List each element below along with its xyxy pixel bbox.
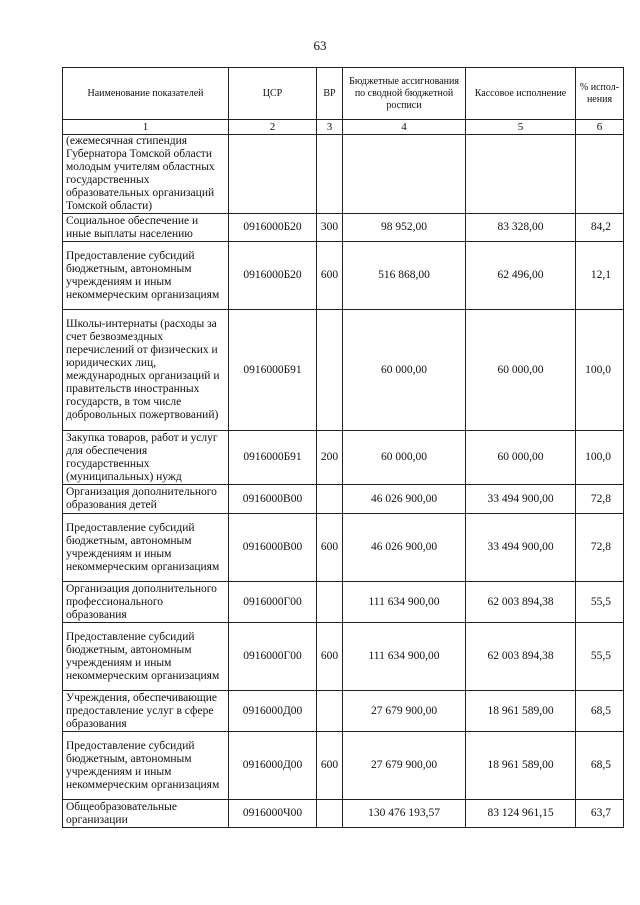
row-name: Учреждения, обеспечивающие предоставление услуг в сфере образования [63, 691, 229, 732]
header-budget: Бюджетные ассигнования по сводной бюджетной росписи [343, 68, 466, 120]
budget-execution-table [62, 67, 624, 828]
row-vr: 200 [317, 431, 343, 485]
row-vr: 600 [317, 732, 343, 800]
row-pct: 100,0 [576, 310, 624, 431]
row-vr [317, 691, 343, 732]
header-csr: ЦСР [229, 68, 317, 120]
table-row [63, 732, 624, 800]
row-name: Организация дополнительного образования детей [63, 485, 229, 514]
row-cash: 83 124 961,15 [466, 800, 576, 828]
row-budget: 98 952,00 [343, 214, 466, 242]
column-number: 2 [229, 120, 317, 135]
row-vr [317, 310, 343, 431]
row-vr [317, 135, 343, 214]
row-cash: 33 494 900,00 [466, 514, 576, 582]
row-cash: 62 496,00 [466, 242, 576, 310]
row-budget: 60 000,00 [343, 431, 466, 485]
row-cash [466, 135, 576, 214]
row-vr: 600 [317, 623, 343, 691]
row-name: (ежемесячная стипендия Губернатора Томской области молодым учителям областных государственных образовательных организаций Томской области) [63, 135, 229, 214]
column-number: 5 [466, 120, 576, 135]
row-cash: 83 328,00 [466, 214, 576, 242]
row-name: Общеобразовательные организации [63, 800, 229, 828]
header-name: Наименование показателей [63, 68, 229, 120]
row-csr: 0916000Д00 [229, 691, 317, 732]
header-row [63, 68, 624, 120]
row-csr [229, 135, 317, 214]
row-csr: 0916000Б20 [229, 242, 317, 310]
row-pct: 63,7 [576, 800, 624, 828]
row-csr: 0916000В00 [229, 514, 317, 582]
table-row [63, 214, 624, 242]
row-vr: 600 [317, 514, 343, 582]
row-budget: 111 634 900,00 [343, 623, 466, 691]
table-row [63, 431, 624, 485]
row-budget: 516 868,00 [343, 242, 466, 310]
row-budget: 60 000,00 [343, 310, 466, 431]
column-number: 3 [317, 120, 343, 135]
row-pct: 12,1 [576, 242, 624, 310]
row-budget: 46 026 900,00 [343, 485, 466, 514]
row-cash: 62 003 894,38 [466, 582, 576, 623]
table-row [63, 514, 624, 582]
row-pct: 68,5 [576, 691, 624, 732]
row-budget: 27 679 900,00 [343, 691, 466, 732]
row-pct: 55,5 [576, 582, 624, 623]
row-name: Предоставление субсидий бюджетным, автономным учреждениям и иным некоммерческим организациям [63, 732, 229, 800]
table-row [63, 135, 624, 214]
row-vr [317, 800, 343, 828]
row-cash: 60 000,00 [466, 310, 576, 431]
row-cash: 18 961 589,00 [466, 732, 576, 800]
row-name: Предоставление субсидий бюджетным, автономным учреждениям и иным некоммерческим организациям [63, 242, 229, 310]
row-budget: 27 679 900,00 [343, 732, 466, 800]
row-vr: 600 [317, 242, 343, 310]
column-number: 6 [576, 120, 624, 135]
table-row [63, 242, 624, 310]
table-row [63, 582, 624, 623]
table-row [63, 623, 624, 691]
row-pct: 55,5 [576, 623, 624, 691]
row-pct: 84,2 [576, 214, 624, 242]
row-pct: 68,5 [576, 732, 624, 800]
row-vr [317, 582, 343, 623]
row-cash: 33 494 900,00 [466, 485, 576, 514]
row-name: Школы-интернаты (расходы за счет безвозмездных перечислений от физических и юридических лиц, международных организаций и правительств иностранных государств, в том числе добровольных пожертвований) [63, 310, 229, 431]
row-name: Организация дополнительного профессионального образования [63, 582, 229, 623]
row-csr: 0916000Г00 [229, 582, 317, 623]
header-pct: % испол-нения [576, 68, 624, 120]
table-row [63, 691, 624, 732]
row-name: Предоставление субсидий бюджетным, автономным учреждениям и иным некоммерческим организациям [63, 514, 229, 582]
header-vr: ВР [317, 68, 343, 120]
row-name: Закупка товаров, работ и услуг для обеспечения государственных (муниципальных) нужд [63, 431, 229, 485]
row-vr [317, 485, 343, 514]
table-row [63, 310, 624, 431]
row-csr: 0916000В00 [229, 485, 317, 514]
row-csr: 0916000Б91 [229, 310, 317, 431]
row-csr: 0916000Б91 [229, 431, 317, 485]
row-budget: 46 026 900,00 [343, 514, 466, 582]
column-number: 4 [343, 120, 466, 135]
row-csr: 0916000Д00 [229, 732, 317, 800]
row-cash: 18 961 589,00 [466, 691, 576, 732]
row-csr: 0916000Б20 [229, 214, 317, 242]
row-budget: 111 634 900,00 [343, 582, 466, 623]
row-pct [576, 135, 624, 214]
row-pct: 100,0 [576, 431, 624, 485]
row-budget [343, 135, 466, 214]
page-number: 63 [313, 38, 327, 53]
row-name: Предоставление субсидий бюджетным, автономным учреждениям и иным некоммерческим организациям [63, 623, 229, 691]
row-budget: 130 476 193,57 [343, 800, 466, 828]
row-vr: 300 [317, 214, 343, 242]
row-csr: 0916000Ч00 [229, 800, 317, 828]
row-csr: 0916000Г00 [229, 623, 317, 691]
table-row [63, 800, 624, 828]
row-pct: 72,8 [576, 485, 624, 514]
row-cash: 60 000,00 [466, 431, 576, 485]
row-pct: 72,8 [576, 514, 624, 582]
row-name: Социальное обеспечение и иные выплаты населению [63, 214, 229, 242]
column-number: 1 [63, 120, 229, 135]
header-cash: Кассовое исполнение [466, 68, 576, 120]
column-number-row [63, 120, 624, 135]
row-cash: 62 003 894,38 [466, 623, 576, 691]
table-row [63, 485, 624, 514]
